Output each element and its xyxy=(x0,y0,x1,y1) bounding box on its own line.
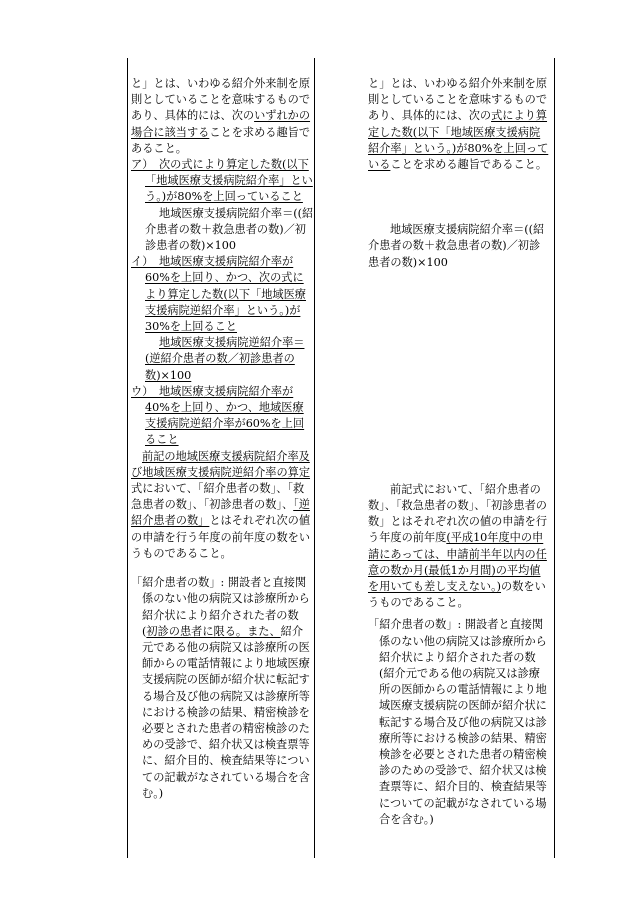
intro-paragraph xyxy=(131,76,314,157)
item-u-text: ウ） 地域医療支援病院紹介率が40%を上回り、かつ、地域医療支援病院逆紹介率が60%を上回ること xyxy=(131,384,305,447)
item-u xyxy=(131,384,314,449)
intro-text-1: と」とは、いわゆる紹介外来制を原則としていることを意味するものであり、具体的には、次の xyxy=(368,77,548,123)
definitions-paragraph xyxy=(368,482,551,612)
revised-text-column xyxy=(131,76,314,802)
item-a-text: ア） 次の式により算定した数(以下「地域医療支援病院紹介率」という。)が80%を上回っていること xyxy=(131,158,313,204)
spacer xyxy=(368,173,551,222)
definitions-text-1: 前記式において、「紹介患者の数」、「救急患者の数」、「初診患者の数」とはそれぞれ次の値の申請を行う年度の前年度 xyxy=(368,482,548,545)
center-divider-line xyxy=(314,58,315,858)
referred-patients-definition: 「紹介患者の数」: 開設者と直接関係のない他の病院又は診療所から紹介状により紹介された者の数(紹介元である他の病院又は診療所の医師からの電話情報により地域医療支援病院の医師が紹介状に転記する場合及び他の病院又は診療所等における検診の結果、精密検診を必要とされた患者の精密検診のための受診で、紹介状又は検査票等に、紹介目的、検査結果等についての記載がなされている場合を含む。) xyxy=(368,618,547,826)
definitions-text-1: 前記の地域医療支援病院紹介率及び地域医療支援病院逆紹介率の算定 xyxy=(131,449,311,479)
item-a xyxy=(131,157,314,206)
intro-text-3: ことを求める趣旨であること。 xyxy=(131,125,311,155)
definitions-text-3: 「逆紹介患者の数」 xyxy=(131,498,310,528)
formula: 地域医療支援病院紹介率＝((紹介患者の数＋救急患者の数)／初診患者の数)×100 xyxy=(368,223,545,269)
definitions-text-3: の数をいうものであること。 xyxy=(368,580,546,610)
item-i-formula-text: 地域医療支援病院逆紹介率＝(逆紹介患者の数／初診患者の数)×100 xyxy=(145,336,305,382)
intro-text-underlined: いずれかの場合に該当する xyxy=(131,109,311,139)
spacer xyxy=(368,271,551,482)
definitions-text-underlined: (平成10年度中の申請にあっては、申請前半年以内の任意の数か月(最低1か月間)の平均値を用いても差し支えない。) xyxy=(368,531,547,594)
left-border-line xyxy=(127,58,128,858)
referred-patients-definition xyxy=(131,575,314,802)
referred-text-1: 「紹介患者の数」: 開設者と直接関係のない他の病院又は診療所から紹介状により紹介された者の数( xyxy=(131,576,310,638)
intro-text-underlined: 式により算定した数(以下「地域医療支援病院紹介率」という。)が80%を上回っている xyxy=(368,109,549,172)
right-border-line xyxy=(554,58,555,858)
item-i-formula xyxy=(131,335,314,384)
definitions-text-2: 式において、「紹介患者の数」、「救急患者の数」、「初診患者の数」、 xyxy=(131,482,305,512)
item-i-text: イ） 地域医療支援病院紹介率が60%を上回り、かつ、次の式により算定した数(以下「地域医療支援病院逆紹介率」という。)が30%を上回ること xyxy=(131,255,306,334)
intro-text-3: ことを求める趣旨であること。 xyxy=(390,158,548,172)
spacer xyxy=(131,562,314,575)
intro-paragraph xyxy=(368,76,551,173)
intro-text-1: と」とは、いわゆる紹介外来制を原則としていることを意味するものであり、具体的には、次の xyxy=(131,77,311,123)
current-text-column xyxy=(368,76,551,828)
item-a-formula: 地域医療支援病院紹介率＝((紹介患者の数＋救急患者の数)／初診患者の数)×100 xyxy=(145,206,314,253)
definitions-text-4: とはそれぞれ次の値の申請を行う年度の前年度の数をいうものであること。 xyxy=(131,514,311,560)
definitions-paragraph xyxy=(131,449,314,562)
item-i xyxy=(131,254,314,335)
referred-text-underlined: 初診の患者に限る。また、 xyxy=(146,624,281,638)
referred-text-3: 紹介元である他の病院又は診療所の医師からの電話情報により地域医療支援病院の医師が紹介状に転記する場合及び他の病院又は診療所等における検診の結果、精密検診を必要とされた患者の精密検診のための受診で、紹介状又は検査票等に、紹介目的、検査結果等についての記載がなされている場合を含む。) xyxy=(142,624,310,800)
